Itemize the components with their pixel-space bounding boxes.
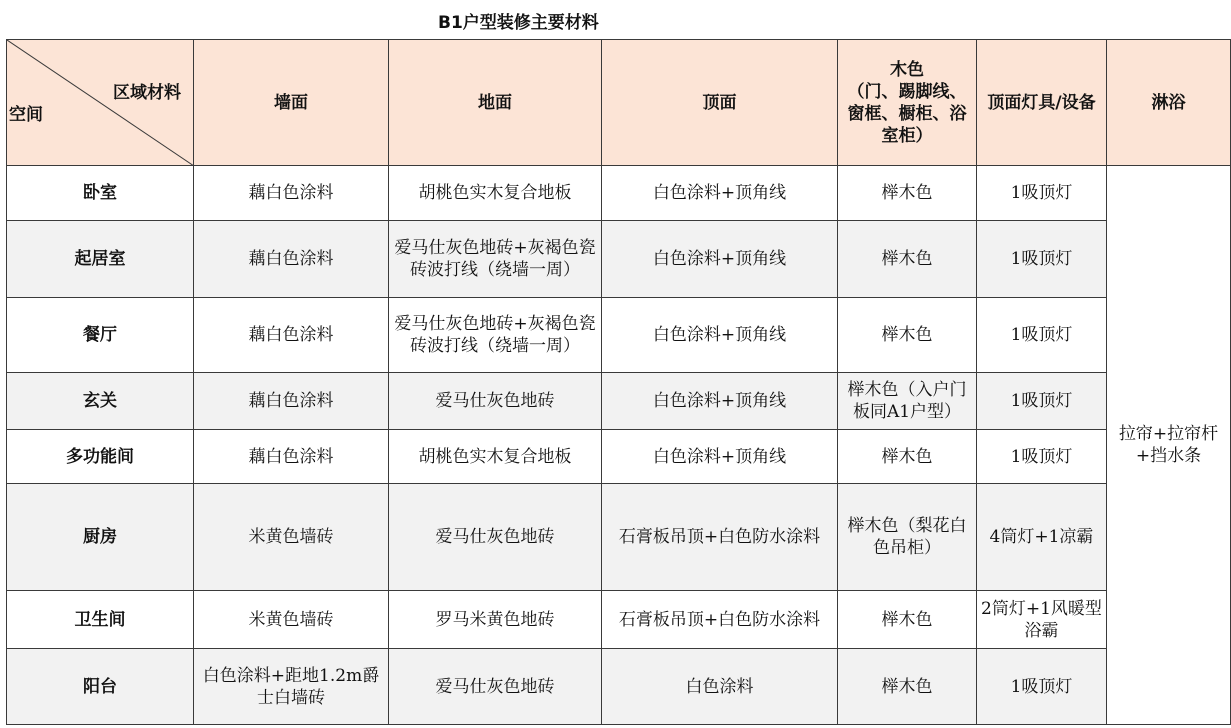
cell-lighting: 2筒灯+1风暖型浴霸 [977, 591, 1107, 649]
cell-ceiling: 白色涂料 [602, 649, 838, 725]
cell-ceiling: 石膏板吊顶+白色防水涂料 [602, 484, 838, 591]
cell-floor: 胡桃色实木复合地板 [389, 430, 602, 484]
cell-wood: 榉木色 [838, 166, 977, 221]
cell-ceiling: 白色涂料+顶角线 [602, 430, 838, 484]
cell-shower: 拉帘+拉帘杆+挡水条 [1107, 166, 1231, 725]
cell-wood: 榉木色 [838, 430, 977, 484]
table-row [7, 298, 1231, 373]
header-floor: 地面 [389, 40, 602, 166]
header-wood: 木色 （门、踢脚线、窗框、橱柜、浴室柜） [838, 40, 977, 166]
table-row [7, 591, 1231, 649]
cell-space: 餐厅 [7, 298, 194, 373]
cell-lighting: 1吸顶灯 [977, 649, 1107, 725]
header-wall: 墙面 [194, 40, 389, 166]
cell-floor: 爱马仕灰色地砖+灰褐色瓷砖波打线（绕墙一周） [389, 221, 602, 298]
cell-wall: 米黄色墙砖 [194, 591, 389, 649]
cell-wall: 米黄色墙砖 [194, 484, 389, 591]
cell-wall: 藕白色涂料 [194, 166, 389, 221]
sheet-title: B1户型装修主要材料 [438, 13, 599, 33]
cell-space: 多功能间 [7, 430, 194, 484]
cell-space: 厨房 [7, 484, 194, 591]
table-row [7, 221, 1231, 298]
cell-ceiling: 白色涂料+顶角线 [602, 298, 838, 373]
cell-lighting: 4筒灯+1凉霸 [977, 484, 1107, 591]
cell-lighting: 1吸顶灯 [977, 373, 1107, 430]
table-row [7, 649, 1231, 725]
corner-bottom-label: 空间 [9, 105, 43, 125]
cell-ceiling: 白色涂料+顶角线 [602, 166, 838, 221]
cell-ceiling: 白色涂料+顶角线 [602, 221, 838, 298]
cell-wall: 藕白色涂料 [194, 430, 389, 484]
cell-ceiling: 石膏板吊顶+白色防水涂料 [602, 591, 838, 649]
cell-lighting: 1吸顶灯 [977, 221, 1107, 298]
cell-wood: 榉木色 [838, 591, 977, 649]
cell-space: 阳台 [7, 649, 194, 725]
cell-space: 卧室 [7, 166, 194, 221]
table-row [7, 373, 1231, 430]
title-bar [0, 0, 1231, 40]
cell-wood: 榉木色（梨花白色吊柜） [838, 484, 977, 591]
cell-lighting: 1吸顶灯 [977, 430, 1107, 484]
cell-wall: 藕白色涂料 [194, 373, 389, 430]
corner-header-cell [7, 40, 194, 166]
cell-floor: 爱马仕灰色地砖 [389, 484, 602, 591]
cell-ceiling: 白色涂料+顶角线 [602, 373, 838, 430]
cell-floor: 爱马仕灰色地砖+灰褐色瓷砖波打线（绕墙一周） [389, 298, 602, 373]
cell-wall: 白色涂料+距地1.2m爵士白墙砖 [194, 649, 389, 725]
cell-floor: 罗马米黄色地砖 [389, 591, 602, 649]
cell-space: 卫生间 [7, 591, 194, 649]
cell-lighting: 1吸顶灯 [977, 298, 1107, 373]
cell-floor: 爱马仕灰色地砖 [389, 649, 602, 725]
header-ceiling: 顶面 [602, 40, 838, 166]
cell-wood: 榉木色 [838, 221, 977, 298]
table-row [7, 484, 1231, 591]
cell-space: 起居室 [7, 221, 194, 298]
header-shower: 淋浴 [1107, 40, 1231, 166]
cell-floor: 胡桃色实木复合地板 [389, 166, 602, 221]
header-lighting: 顶面灯具/设备 [977, 40, 1107, 166]
cell-lighting: 1吸顶灯 [977, 166, 1107, 221]
cell-wood: 榉木色 [838, 649, 977, 725]
cell-wood: 榉木色（入户门板同A1户型） [838, 373, 977, 430]
header-row [7, 40, 1231, 166]
table-row [7, 166, 1231, 221]
cell-space: 玄关 [7, 373, 194, 430]
corner-top-label: 区域材料 [113, 83, 181, 103]
table-row [7, 430, 1231, 484]
cell-wall: 藕白色涂料 [194, 298, 389, 373]
cell-wall: 藕白色涂料 [194, 221, 389, 298]
materials-table [6, 39, 1231, 725]
cell-wood: 榉木色 [838, 298, 977, 373]
cell-floor: 爱马仕灰色地砖 [389, 373, 602, 430]
